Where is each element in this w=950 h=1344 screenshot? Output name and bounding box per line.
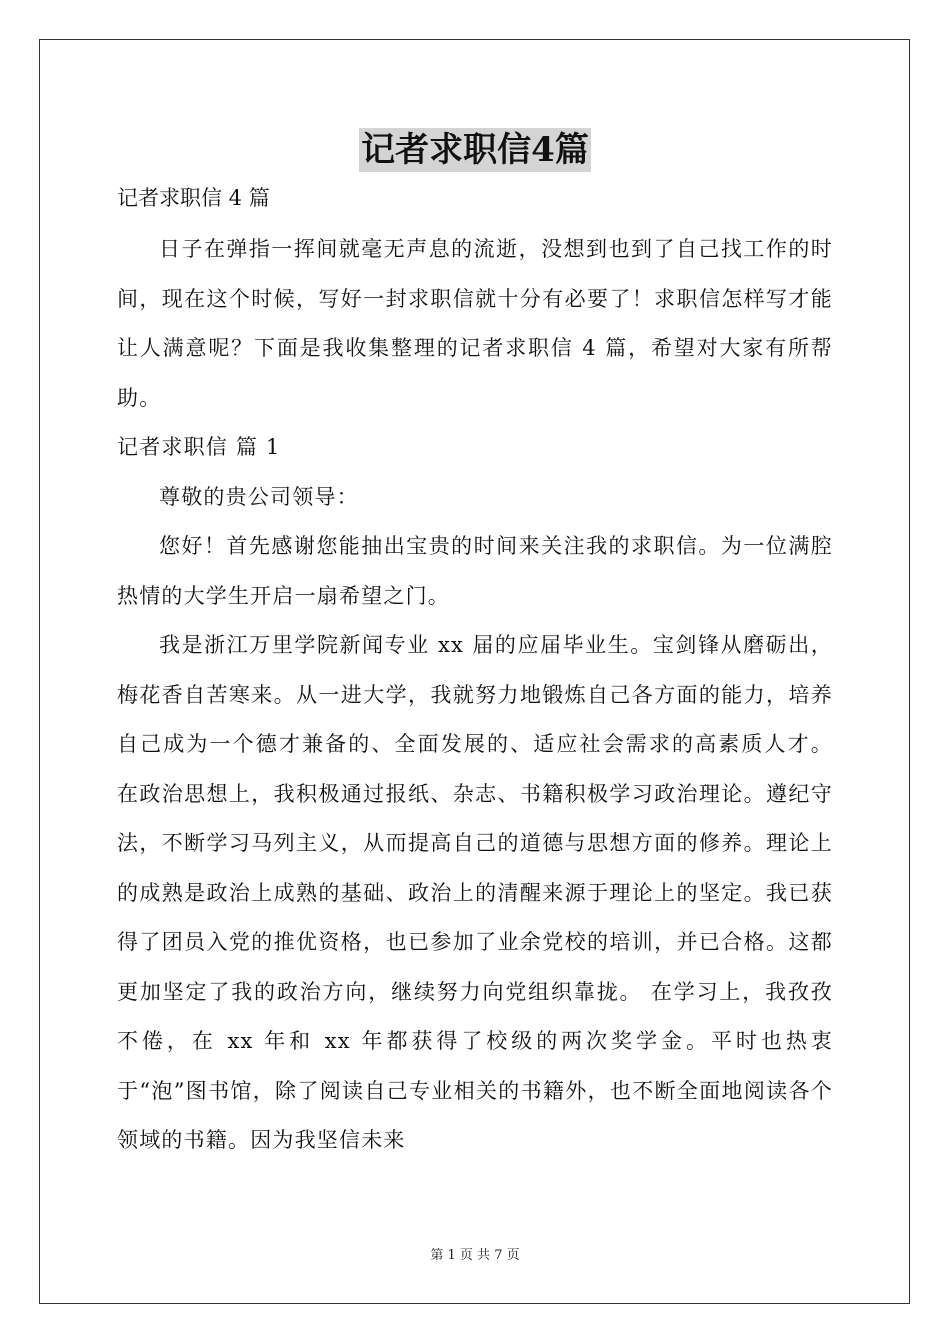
intro-paragraph: 日子在弹指一挥间就毫无声息的流逝，没想到也到了自己找工作的时间，现在这个时候，写好一封求职信就十分有必要了！求职信怎样写才能让人满意呢？下面是我收集整理的记者求职信 4 篇，希望对大家有所帮助。 [117,237,833,410]
title-container [0,128,950,172]
page-footer: 第 1 页 共 7 页 [430,1248,520,1263]
document-title: 记者求职信4篇 [361,130,589,170]
document-subtitle: 记者求职信 4 篇 [117,186,270,210]
document-body [117,182,833,1166]
section-heading: 记者求职信 篇 1 [117,435,281,459]
body-paragraph-2: 我是浙江万里学院新闻专业 xx 届的应届毕业生。宝剑锋从磨砺出，梅花香自苦寒来。从一进大学，我就努力地锻炼自己各方面的能力，培养自己成为一个德才兼备的、全面发展的、适应社会需求的高素质人才。 在政治思想上，我积极通过报纸、杂志、书籍积极学习政治理论。遵纪守法，不断学习马列主义，从而提高自己的道德与思想方面的修养。理论上的成熟是政治上成熟的基础、政治上的清醒来源于理论上的坚定。我已获得了团员入党的推优资格，也已参加了业余党校的培训，并已合格。这都更加坚定了我的政治方向，继续努力向党组织靠拢。 在学习上，我孜孜不倦，在 xx 年和 xx 年都获得了校级的两次奖学金。平时也热衷于“泡”图书馆，除了阅读自己专业相关的书籍外，也不断全面地阅读各个领域的书籍。因为我坚信未来 [117,633,833,1152]
salutation: 尊敬的贵公司领导： [159,484,359,509]
body-paragraph-1: 您好！首先感谢您能抽出宝贵的时间来关注我的求职信。为一位满腔热情的大学生开启一扇希望之门。 [117,534,833,608]
